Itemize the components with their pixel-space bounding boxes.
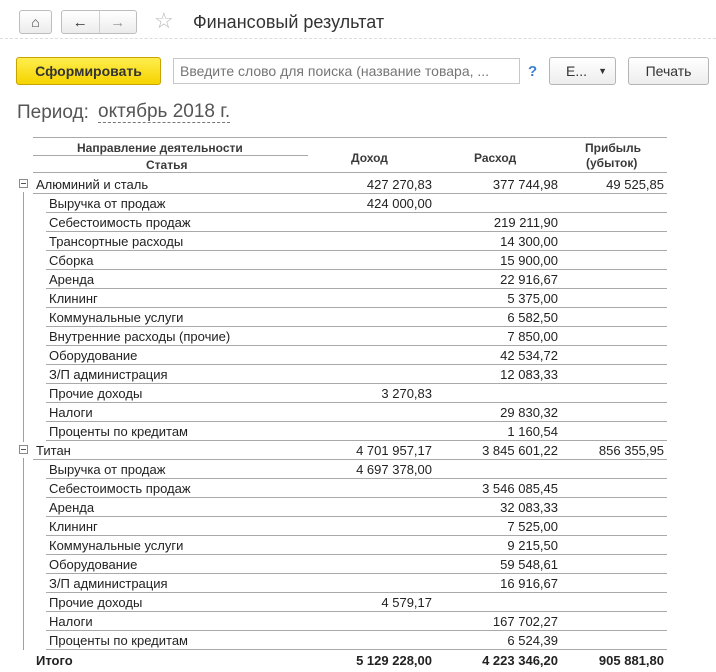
row-expense: 1 160,54 <box>507 424 558 439</box>
collapse-toggle-icon[interactable] <box>19 179 28 188</box>
row-expense: 9 215,50 <box>507 538 558 553</box>
help-icon[interactable]: ? <box>528 63 538 80</box>
total-profit: 905 881,80 <box>598 653 664 668</box>
table-row <box>0 194 716 213</box>
period-label: Период: <box>17 102 89 123</box>
row-name: Клининг <box>49 519 98 534</box>
header-profit: Прибыль <box>585 141 641 155</box>
page-title: Финансовый результат <box>193 12 385 32</box>
table-row <box>0 251 716 270</box>
print-button[interactable]: Печать <box>628 57 709 85</box>
row-name: Проценты по кредитам <box>49 424 188 439</box>
row-name: Себестоимость продаж <box>49 215 191 230</box>
table-row <box>0 365 716 384</box>
row-expense: 7 850,00 <box>507 329 558 344</box>
row-expense: 7 525,00 <box>507 519 558 534</box>
table-row <box>0 479 716 498</box>
table-row <box>0 593 716 612</box>
row-name: Аренда <box>49 272 95 287</box>
row-expense: 29 830,32 <box>500 405 558 420</box>
row-expense: 219 211,90 <box>493 215 558 230</box>
generate-button[interactable]: Сформировать <box>16 57 161 85</box>
collapse-toggle-icon[interactable] <box>19 445 28 454</box>
group-row[interactable] <box>0 441 716 460</box>
row-name: Аренда <box>49 500 95 515</box>
row-expense: 377 744,98 <box>492 177 558 192</box>
row-name: Коммунальные услуги <box>49 310 184 325</box>
row-income: 427 270,83 <box>366 177 432 192</box>
arrow-left-icon: ← <box>72 13 88 31</box>
table-row <box>0 517 716 536</box>
row-name: Прочие доходы <box>49 386 143 401</box>
forward-button[interactable] <box>99 11 137 33</box>
header-inner-rule <box>33 155 308 156</box>
row-name: Алюминий и сталь <box>36 177 149 192</box>
header-expense: Расход <box>474 151 517 165</box>
history-navigation <box>61 10 137 34</box>
back-button[interactable] <box>62 11 99 33</box>
table-row <box>0 232 716 251</box>
header-income: Доход <box>351 151 388 165</box>
row-name: Налоги <box>49 614 93 629</box>
header-item: Статья <box>146 158 188 172</box>
table-row <box>0 327 716 346</box>
search-input[interactable] <box>173 58 520 84</box>
row-expense: 59 548,61 <box>500 557 558 572</box>
row-name: Оборудование <box>49 348 138 363</box>
total-income: 5 129 228,00 <box>356 653 432 668</box>
row-income: 4 579,17 <box>381 595 432 610</box>
row-income: 3 270,83 <box>381 386 432 401</box>
row-name: Титан <box>36 443 71 458</box>
row-expense: 6 582,50 <box>507 310 558 325</box>
row-income: 4 701 957,17 <box>356 443 432 458</box>
arrow-right-icon: → <box>110 13 126 31</box>
row-expense: 22 916,67 <box>500 272 558 287</box>
row-name: Оборудование <box>49 557 138 572</box>
row-name: Налоги <box>49 405 93 420</box>
more-menu-button[interactable] <box>549 57 616 85</box>
table-row <box>0 213 716 232</box>
total-row <box>0 651 716 670</box>
table-row <box>0 536 716 555</box>
row-expense: 42 534,72 <box>500 348 558 363</box>
table-row <box>0 308 716 327</box>
row-name: Клининг <box>49 291 98 306</box>
table-row <box>0 422 716 441</box>
row-name: Трансортные расходы <box>49 234 184 249</box>
total-label: Итого <box>36 653 73 668</box>
row-name: Прочие доходы <box>49 595 143 610</box>
row-expense: 14 300,00 <box>500 234 558 249</box>
home-icon: ⌂ <box>31 14 40 30</box>
row-expense: 32 083,33 <box>500 500 558 515</box>
header-direction: Направление деятельности <box>77 141 243 155</box>
group-row[interactable] <box>0 175 716 194</box>
caret-down-icon: ▼ <box>598 66 607 76</box>
row-profit: 49 525,85 <box>606 177 664 192</box>
table-row <box>0 612 716 631</box>
header-profit-sub: (убыток) <box>586 156 638 170</box>
row-expense: 5 375,00 <box>507 291 558 306</box>
row-income: 424 000,00 <box>366 196 432 211</box>
header-divider <box>0 38 716 39</box>
table-row <box>0 498 716 517</box>
table-row <box>0 270 716 289</box>
table-row <box>0 555 716 574</box>
favorite-star-icon[interactable]: ☆ <box>154 8 174 33</box>
table-row <box>0 289 716 308</box>
row-name: Внутренние расходы (прочие) <box>49 329 231 344</box>
header-top-rule <box>33 137 667 138</box>
home-button[interactable] <box>19 10 52 34</box>
total-expense: 4 223 346,20 <box>482 653 558 668</box>
row-profit: 856 355,95 <box>598 443 664 458</box>
row-expense: 16 916,67 <box>500 576 558 591</box>
row-expense: 6 524,39 <box>507 633 558 648</box>
row-name: З/П администрация <box>49 367 168 382</box>
row-rule <box>46 649 667 650</box>
row-expense: 167 702,27 <box>492 614 558 629</box>
row-expense: 3 845 601,22 <box>482 443 558 458</box>
row-name: Коммунальные услуги <box>49 538 184 553</box>
row-name: З/П администрация <box>49 576 168 591</box>
more-menu-label: Е... <box>566 63 588 79</box>
row-name: Проценты по кредитам <box>49 633 188 648</box>
row-name: Выручка от продаж <box>49 196 166 211</box>
row-income: 4 697 378,00 <box>356 462 432 477</box>
row-expense: 15 900,00 <box>500 253 558 268</box>
table-row <box>0 384 716 403</box>
table-row <box>0 631 716 650</box>
table-row <box>0 403 716 422</box>
table-row <box>0 460 716 479</box>
table-row <box>0 574 716 593</box>
row-name: Сборка <box>49 253 94 268</box>
row-expense: 12 083,33 <box>500 367 558 382</box>
table-row <box>0 346 716 365</box>
row-name: Выручка от продаж <box>49 462 166 477</box>
period-selector[interactable]: октябрь 2018 г. <box>98 101 231 122</box>
row-name: Себестоимость продаж <box>49 481 191 496</box>
header-bottom-rule <box>33 172 667 173</box>
row-expense: 3 546 085,45 <box>482 481 558 496</box>
